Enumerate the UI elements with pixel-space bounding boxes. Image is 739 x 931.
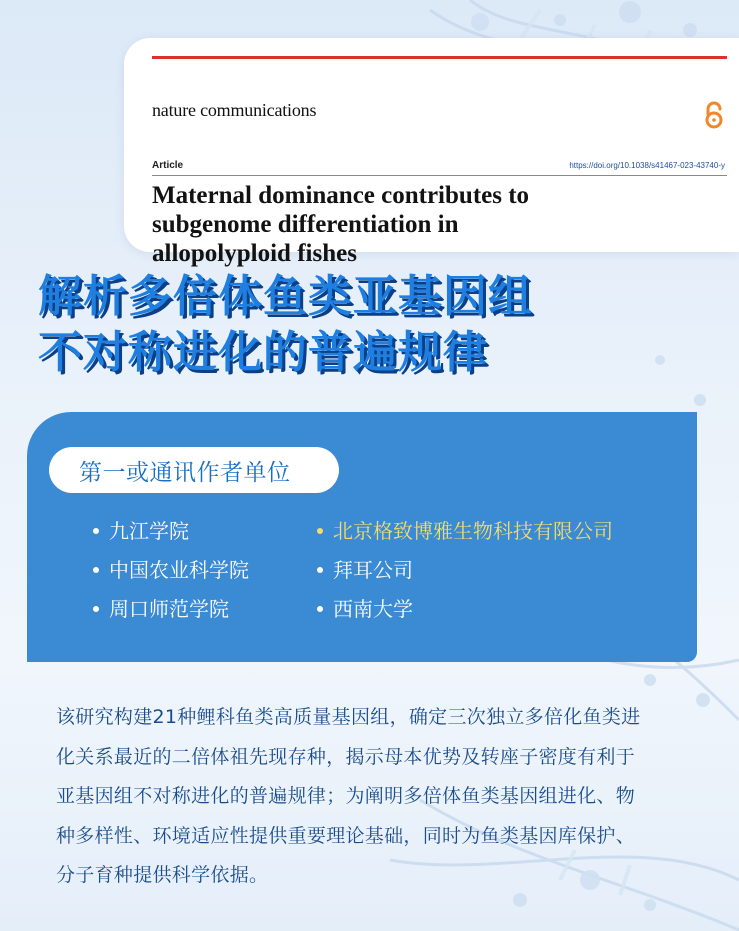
article-type-label: Article: [152, 160, 184, 171]
headline-line: 解析多倍体鱼类亚基因组: [38, 271, 533, 322]
institution-item: [317, 590, 613, 629]
institutions-label-pill: [49, 447, 339, 493]
institutions-list-right: [317, 512, 613, 629]
summary-text: [56, 698, 696, 896]
journal-article-card: [124, 38, 739, 267]
institution-name: 周口师范学院: [109, 597, 229, 621]
institutions-panel: [27, 412, 697, 662]
bullet-icon: [93, 528, 99, 534]
paper-title-line: allopolyploid fishes: [152, 240, 357, 267]
institution-item: [317, 551, 613, 590]
open-access-lock-icon: [703, 100, 725, 130]
bullet-icon: [317, 567, 323, 573]
institution-item-highlighted: [317, 512, 613, 551]
bullet-icon: [93, 567, 99, 573]
institution-item: [93, 512, 249, 551]
institution-name: 中国农业科学院: [109, 558, 249, 582]
bullet-icon: [317, 606, 323, 612]
paper-title-line: subgenome differentiation in: [152, 211, 459, 238]
journal-name: nature communications: [152, 100, 317, 120]
institution-name: 九江学院: [109, 519, 189, 543]
institutions-list-left: [93, 512, 249, 629]
institution-item: [93, 551, 249, 590]
summary-line: 该研究构建21种鲤科鱼类高质量基因组，确定三次独立多倍化鱼类进: [56, 706, 641, 728]
headline: [38, 270, 533, 380]
paper-title: [152, 181, 672, 268]
summary-line: 分子育种提供科学依据。: [56, 864, 269, 886]
divider: [152, 175, 727, 176]
headline-line: 不对称进化的普遍规律: [38, 327, 488, 378]
institutions-label: 第一或通讯作者单位: [79, 459, 291, 486]
institution-name: 北京格致博雅生物科技有限公司: [333, 519, 613, 543]
paper-title-line: Maternal dominance contributes to: [152, 182, 530, 209]
summary-line: 化关系最近的二倍体祖先现存种，揭示母本优势及转座子密度有利于: [56, 745, 636, 768]
summary-line: 亚基因组不对称进化的普遍规律；为阐明多倍体鱼类基因组进化、物: [56, 785, 636, 807]
summary-line: 种多样性、环境适应性提供重要理论基础，同时为鱼类基因库保护、: [56, 824, 636, 847]
doi-link[interactable]: https://doi.org/10.1038/s41467-023-43740-y: [569, 161, 725, 170]
institution-name: 拜耳公司: [333, 558, 413, 582]
journal-red-rule: [152, 56, 727, 59]
institution-item: [93, 590, 249, 629]
bullet-icon: [93, 606, 99, 612]
bullet-icon: [317, 528, 323, 534]
institution-name: 西南大学: [333, 597, 413, 621]
